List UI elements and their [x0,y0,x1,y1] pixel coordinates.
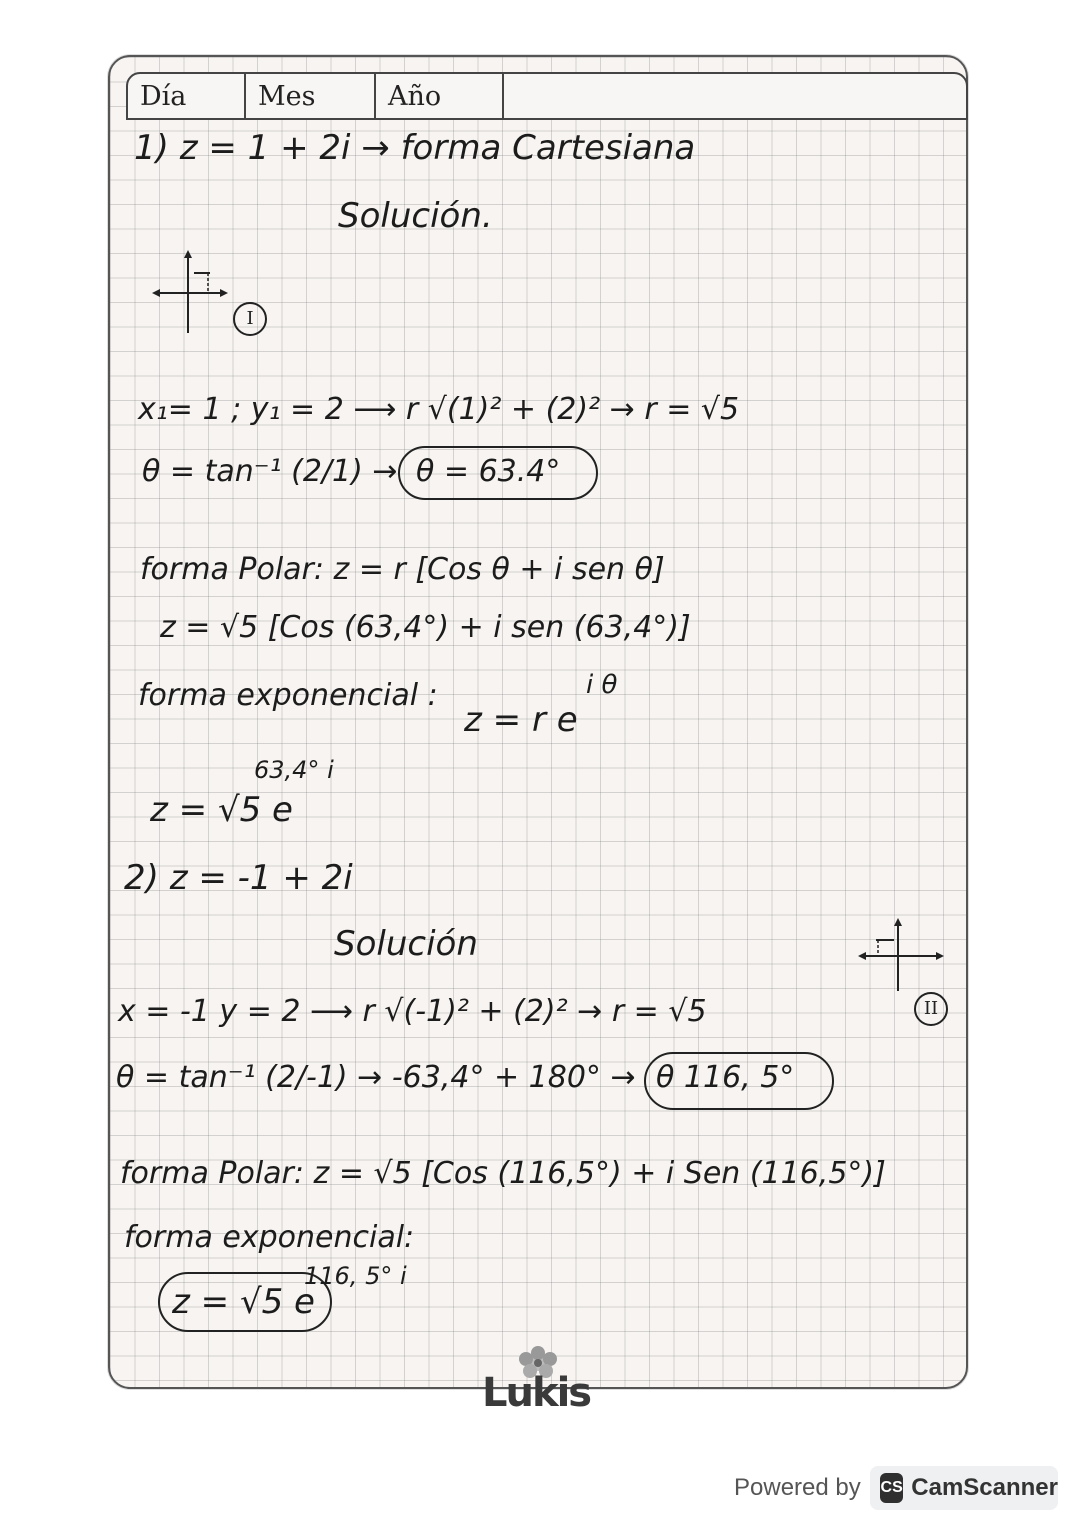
lukis-logo-text: Lukis [482,1370,591,1416]
problem2-polar-value: forma Polar: z = √5 [Cos (116,5°) + i Sen (116,5°)] [120,1156,886,1191]
year-label: Año [376,74,504,118]
problem2-exponential-label: forma exponencial: [124,1220,415,1255]
camscanner-icon: CS [880,1473,903,1503]
problem2-title: 2) z = -1 + 2i [124,858,353,898]
problem2-angle-line: θ = tan⁻¹ (2/-1) → -63,4° + 180° → [116,1060,636,1095]
problem1-angle-result: θ = 63.4° [416,454,561,489]
camscanner-brand: CamScanner [911,1474,1058,1501]
problem1-exponential-formula-exponent: i θ [586,670,618,700]
camscanner-badge [870,1466,1058,1510]
problem2-solution-heading: Solución [334,924,478,964]
quadrant-one-axes-icon [150,248,230,338]
quadrant-two-axes-icon [856,916,946,996]
quadrant-two-label: II [914,992,948,1026]
problem2-exponential-value: z = √5 e [172,1282,315,1322]
quadrant-one-label: I [233,302,267,336]
problem1-title: 1) z = 1 + 2i → forma Cartesiana [134,128,696,168]
day-label: Día [128,74,246,118]
problem1-modulus-line: x₁= 1 ; y₁ = 2 ⟶ r √(1)² + (2)² → r = √5 [138,392,740,427]
problem1-angle-line: θ = tan⁻¹ (2/1) → [142,454,398,489]
problem2-angle-result: θ 116, 5° [656,1060,795,1095]
month-label: Mes [246,74,376,118]
problem1-exponential-label: forma exponencial : [138,678,438,713]
powered-by-label: Powered by [734,1474,861,1501]
problem2-modulus-line: x = -1 y = 2 ⟶ r √(-1)² + (2)² → r = √5 [118,994,707,1029]
problem1-solution-heading: Solución. [338,196,493,236]
problem2-exponential-value-exponent: 116, 5° i [304,1262,407,1290]
date-header [126,72,968,120]
problem1-polar-formula: forma Polar: z = r [Cos θ + i sen θ] [140,552,665,587]
problem1-polar-value: z = √5 [Cos (63,4°) + i sen (63,4°)] [160,610,691,645]
problem1-exponential-formula: z = r e [464,700,578,740]
problem1-exponential-value-exponent: 63,4° i [254,756,334,784]
problem1-exponential-value: z = √5 e [150,790,293,830]
